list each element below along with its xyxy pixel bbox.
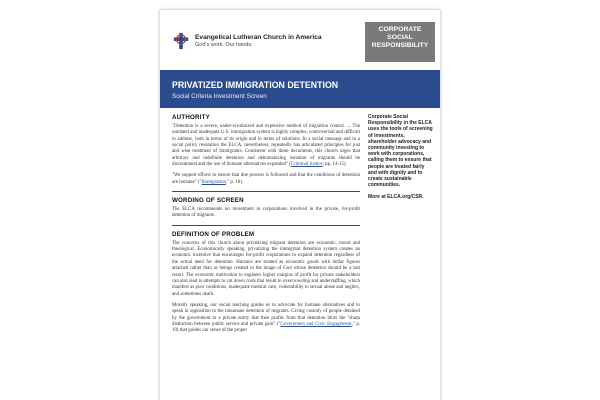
org-tagline: God's work. Our hands.: [195, 41, 253, 48]
section-divider: [172, 191, 360, 192]
page-title: PRIVATIZED IMMIGRATION DETENTION: [172, 80, 339, 90]
page-subtitle: Social Criteria Investment Screen: [172, 93, 267, 100]
csr-badge: [365, 22, 435, 62]
immigration-link[interactable]: Immigration: [201, 179, 226, 185]
authority-paragraph-2: [172, 173, 360, 186]
authority-paragraph-1: [172, 124, 360, 168]
page-header: [160, 10, 440, 70]
elca-logo: [172, 32, 322, 50]
sidebar: [368, 114, 434, 207]
criminal-justice-link[interactable]: Criminal Justice: [290, 162, 323, 168]
problem-paragraph-2: [172, 303, 360, 335]
authority-text-2: "We support efforts to ensure that due process is followed and that the conditions of detention are humane" (": [172, 173, 360, 185]
csr-line-3: RESPONSIBILITY: [371, 42, 429, 50]
main-column: [172, 114, 360, 396]
problem-paragraph-1: The concerns of this church about privatizing migrant detention are economic, moral and theological. Economically speaking, privatizing the immigrant detention system creates an economic incentive that encourages for-profit corporations to expand detention regardless of the actual need for detention. Humans are treated as economic goods with dollar figures attached rather than as beings created in the image of God whose detention should be a last resort. The economic motivation to engineer higher margins of profit for private stakeholders can also lead to attempts to cut down costs that result in overcrowding and understaffing, which manifest as poor conditions, inadequate medical care, vulnerability to sexual abuse and neglect, and sometimes death.: [172, 240, 360, 297]
authority-text-2-end: ," p. 10).: [225, 179, 244, 185]
problem-text-2: Morally speaking, our social teaching guides us to advocate for humane alternatives and to speak in opposition to the inhumane detention of migrants. Giving custody of people detained by the government to a private entity that then profits from that detention blurs the "sharp distinction between public service and private gain" (": [172, 302, 360, 327]
csr-line-1: CORPORATE: [378, 26, 422, 33]
document-page: [160, 10, 440, 400]
sidebar-csr-description: Corporate Social Responsibility in the ELCA uses the tools of screening of investments, shareholder advocacy and community investing to work with corporations, calling them to ensure that people are treated fairly and with dignity and to create sustainable communities.: [368, 114, 433, 189]
problem-text-2-end: ," p. 10) that guides our sense of the proper: [172, 321, 360, 334]
cross-logo-icon: [172, 32, 190, 50]
authority-heading: AUTHORITY: [172, 114, 210, 121]
authority-text-1: "Detention is a severe, under-scrutinized and expensive method of migration control. ... The outdated and inadequate U.S. immigration system is highly complex, controversial and difficult to address, both in terms of its origin and in terms of solutions. In a social message and in a social policy resolution the ELCA, nevertheless, repeatedly has articulated principles for just and wise treatment of immigrants. Consistent with these documents, this church urges that arbitrary and indefinite detention and dehumanizing isolation of migrants should be discontinued and the use of humane alternatives expanded" (: [172, 124, 360, 168]
government-civic-link[interactable]: Government and Civic Engagement: [280, 321, 352, 327]
org-name: Evangelical Lutheran Church in America: [195, 33, 322, 41]
authority-text-1-end: , pp. 14-15).: [322, 162, 347, 168]
csr-line-2: SOCIAL: [387, 34, 413, 42]
title-banner: [160, 70, 440, 108]
sidebar-more-link: More at ELCA.org/CSR.: [368, 194, 424, 201]
section-divider: [172, 225, 360, 226]
wording-paragraph: The ELCA recommends no investment in corporations involved in the private, for-profit detention of migrants.: [172, 207, 360, 219]
wording-heading: WORDING OF SCREEN: [172, 197, 244, 205]
problem-heading: DEFINITION OF PROBLEM: [172, 230, 255, 238]
